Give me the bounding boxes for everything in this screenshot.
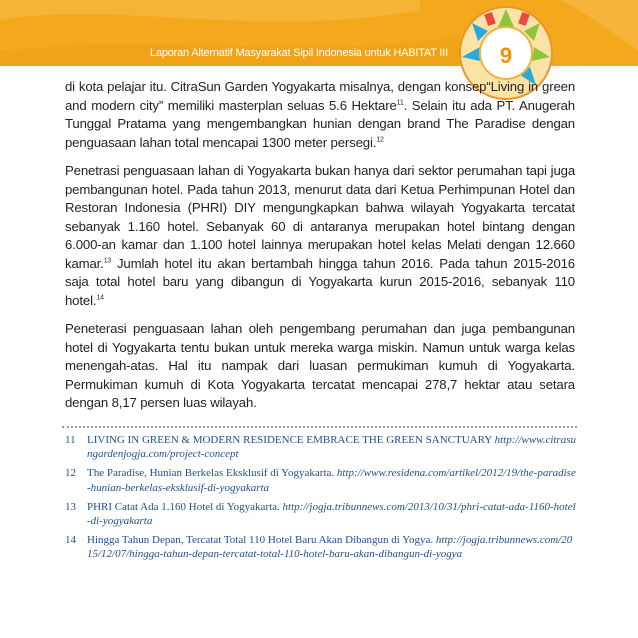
footnote-number: 12 <box>65 467 76 480</box>
footnote-ref: 12 <box>376 136 384 144</box>
footnotes <box>65 433 577 567</box>
footnote-ref: 14 <box>96 294 104 302</box>
footnote <box>65 433 577 461</box>
footnote-title: LIVING IN GREEN & MODERN RESIDENCE EMBRACE THE GREEN SANCTUARY <box>87 434 492 446</box>
body-text <box>65 78 575 423</box>
report-title: Laporan Alternatif Masyarakat Sipil Indonesia untuk HABITAT III <box>149 47 448 59</box>
paragraph: di kota pelajar itu. CitraSun Garden Yogyakarta misalnya, dengan konsep“Living in green and modern city” memiliki masterplan seluas 5.6 Hektare$^{11}$. Selain itu ada PT. Anugerah Tunggal Pratama yang mengembangkan hunian dengan brand The Paradise dengan penguasaan lahan total mencapai 1300 meter persegi.$^{12}$ <box>65 79 575 150</box>
paragraph: Peneterasi penguasaan lahan oleh pengembang perumahan dan juga pembangunan hotel di Yogyakarta tentu bukan untuk mereka warga miskin. Namun untuk warga kelas menengah-atas. Hal itu nampak dari luasan permukiman kumuh di Yogyakarta. Permukiman kumuh di Kota Yogyakarta tercatat mencapai 278,7 hektar atau setara dengan 8,17 persen luas wilayah. <box>65 321 575 410</box>
footnote-link[interactable]: http://www.citrasungardenjogja.com/project-concept <box>87 434 576 461</box>
footnote-title: PHRI Catat Ada 1.160 Hotel di Yogyakarta. <box>87 500 280 513</box>
footnote-link[interactable]: http://jogja.tribunnews.com/2015/12/07/hingga-tahun-depan-tercatat-total-110-hotel-baru-akan-dibangun-di-yogya <box>87 534 573 561</box>
footnote <box>65 533 577 561</box>
footnote-number: 14 <box>65 534 76 547</box>
footnote <box>65 500 577 528</box>
footnote-divider <box>62 426 577 428</box>
footnote-ref: 13 <box>103 257 112 265</box>
footnote-ref: 11 <box>396 99 404 107</box>
footnote-title: Hingga Tahun Depan, Tercatat Total 110 Hotel Baru Akan Dibangun di Yogya. <box>87 534 434 547</box>
paragraph: Penetrasi penguasaan lahan di Yogyakarta bukan hanya dari sektor perumahan tapi juga pembangunan hotel. Pada tahun 2013, menurut data dari Ketua Perhimpunan Hotel dan Restoran Indonesia (PHRI) DIY mengungkapkan bahwa wilayah Yogyakarta tercatat sebanyak 1.160 hotel. Sebanyak 60 di antaranya merupakan hotel bintang dengan 6.000-an kamar dan 1.100 hotel lainnya merupakan hotel kelas Melati dengan 12.660 kamar.$^{13}$ Jumlah hotel itu akan bertambah hingga tahun 2016. Pada tahun 2015-2016 saja total hotel baru yang dibangun di Yogyakarta kurun 2015-2016, sebanyak 110 hotel.$^{14}$ <box>65 163 575 308</box>
footnote-link[interactable]: http://www.residena.com/artikel/2012/19/the-paradise-hunian-berkelas-eksklusif-di-yogyakarta <box>87 467 576 494</box>
footnote-link[interactable]: http://jogja.tribunnews.com/2013/10/31/phri-catat-ada-1160-hotel-di-yogyakarta <box>87 500 576 528</box>
footnote-title: The Paradise, Hunian Berkelas Eksklusif di Yogyakarta. <box>87 467 335 480</box>
footnote-number: 13 <box>65 500 76 513</box>
page-number: 9 <box>499 43 513 68</box>
footnote <box>65 466 577 494</box>
footnote-number: 11 <box>65 434 76 446</box>
